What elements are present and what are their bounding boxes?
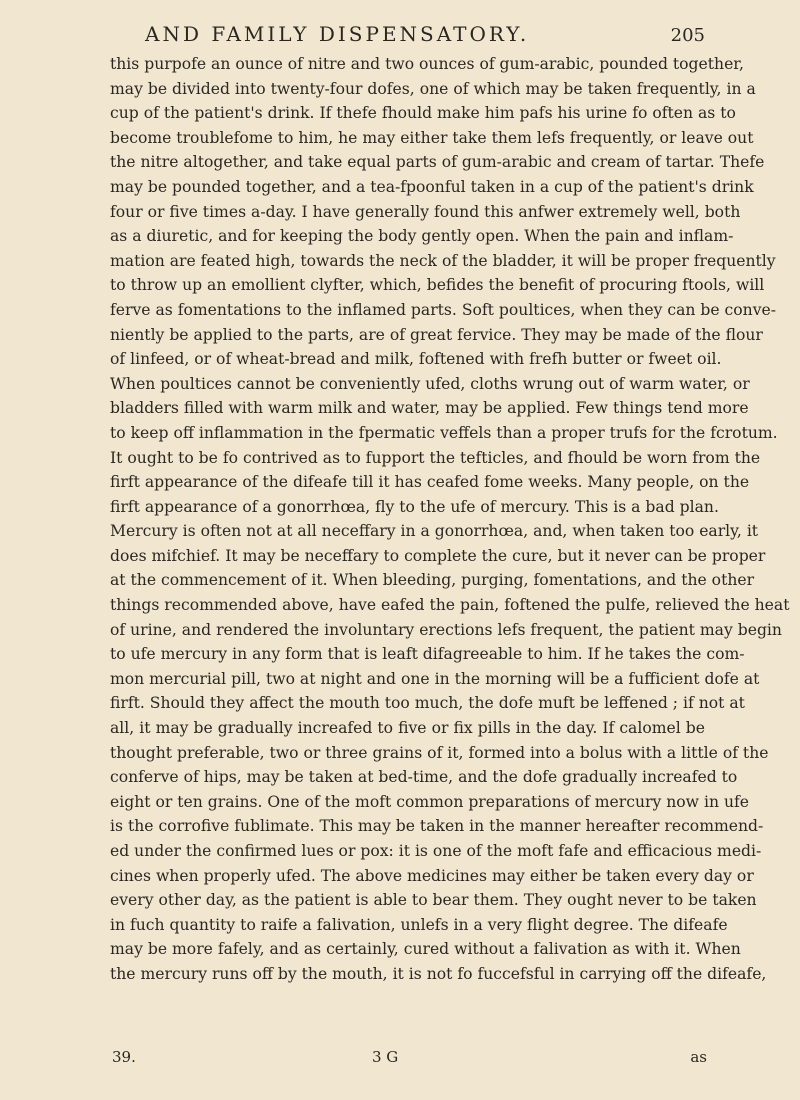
text-line: things recommended above, have eafed the pain, foftened the pulfe, relieved the heat <box>110 596 790 615</box>
page-number: 205 <box>670 25 705 46</box>
text-line: conferve of hips, may be taken at bed-time, and the dofe gradually increafed to <box>110 768 738 787</box>
text-line: to throw up an emollient clyfter, which, befides the benefit of procuring ftools, will <box>110 276 765 295</box>
text-line: mation are feated high, towards the neck of the bladder, it will be proper frequently <box>110 251 776 270</box>
text-line: may be pounded together, and a tea-fpoonful taken in a cup of the patient's drink <box>110 177 754 196</box>
text-line: become troublefome to him, he may either take them lefs frequently, or leave out <box>110 128 754 147</box>
text-line: is the corrofive fublimate. This may be taken in the manner hereafter recommend- <box>110 817 764 836</box>
text-line: may be more fafely, and as certainly, cured without a falivation as with it. When <box>110 940 741 959</box>
text-line: firft. Should they affect the mouth too much, the dofe muft be leffened ; if not at <box>110 694 745 713</box>
text-line: to ufe mercury in any form that is leaft difagreeable to him. If he takes the com- <box>110 645 745 664</box>
text-line: at the commencement of it. When bleeding, purging, fomentations, and the other <box>110 571 755 590</box>
text-line: of linfeed, or of wheat-bread and milk, foftened with frefh butter or fweet oil. <box>110 350 722 369</box>
text-line: It ought to be fo contrived as to fupport the tefticles, and fhould be worn from the <box>110 448 761 467</box>
text-line: does mifchief. It may be neceffary to complete the cure, but it never can be proper <box>110 546 766 565</box>
text-line: to keep off inflammation in the fpermatic veffels than a proper trufs for the fcrotum. <box>110 423 778 442</box>
text-line: thought preferable, two or three grains of it, formed into a bolus with a little of the <box>110 743 769 762</box>
text-line: eight or ten grains. One of the moft common preparations of mercury now in ufe <box>110 792 750 811</box>
text-line: cines when properly ufed. The above medicines may either be taken every day or <box>110 866 754 885</box>
text-line: niently be applied to the parts, are of great fervice. They may be made of the flour <box>110 325 763 344</box>
catchword: as <box>690 1048 707 1066</box>
running-title: AND FAMILY DISPENSATORY. <box>145 22 530 46</box>
text-line: four or five times a-day. I have generally found this anfwer extremely well, both <box>110 202 741 221</box>
text-line: cup of the patient's drink. If thefe fhould make him pafs his urine fo often as to <box>110 104 736 123</box>
text-line: firft appearance of the difeafe till it has ceafed fome weeks. Many people, on the <box>110 473 750 492</box>
text-line: ferve as fomentations to the inflamed parts. Soft poultices, when they can be conve- <box>110 300 777 319</box>
text-line: of urine, and rendered the involuntary erections lefs frequent, the patient may begin <box>110 620 782 639</box>
text-line: the mercury runs off by the mouth, it is not fo fuccefsful in carrying off the difeafe, <box>110 964 767 983</box>
text-line: ed under the confirmed lues or pox: it is one of the moft fafe and efficacious medi- <box>110 842 762 860</box>
text-line: in fuch quantity to raife a falivation, unlefs in a very flight degree. The difeafe <box>110 915 728 934</box>
text-line: every other day, as the patient is able to bear them. They ought never to be taken <box>110 891 757 910</box>
text-line: all, it may be gradually increafed to five or fix pills in the day. If calomel be <box>110 719 705 738</box>
text-line: Mercury is often not at all neceffary in a gonorrhœa, and, when taken too early, it <box>110 522 759 541</box>
text-line: firft appearance of a gonorrhœa, fly to the ufe of mercury. This is a bad plan. <box>110 497 719 516</box>
text-line: bladders filled with warm milk and water, may be applied. Few things tend more <box>110 399 749 418</box>
body-text <box>110 52 790 987</box>
text-line: this purpofe an ounce of nitre and two ounces of gum-arabic, pounded together, <box>110 55 745 73</box>
text-line: the nitre altogether, and take equal parts of gum-arabic and cream of tartar. Thefe <box>110 153 765 172</box>
gathering-mark: 3 G <box>372 1048 399 1066</box>
text-line: as a diuretic, and for keeping the body gently open. When the pain and inflam- <box>110 227 734 246</box>
text-line: mon mercurial pill, two at night and one in the morning will be a fufficient dofe at <box>110 669 760 688</box>
signature-number: 39. <box>112 1048 136 1066</box>
running-head <box>145 22 705 46</box>
text-line: When poultices cannot be conveniently ufed, cloths wrung out of warm water, or <box>110 374 750 393</box>
text-line: may be divided into twenty-four dofes, one of which may be taken frequently, in a <box>110 79 756 98</box>
